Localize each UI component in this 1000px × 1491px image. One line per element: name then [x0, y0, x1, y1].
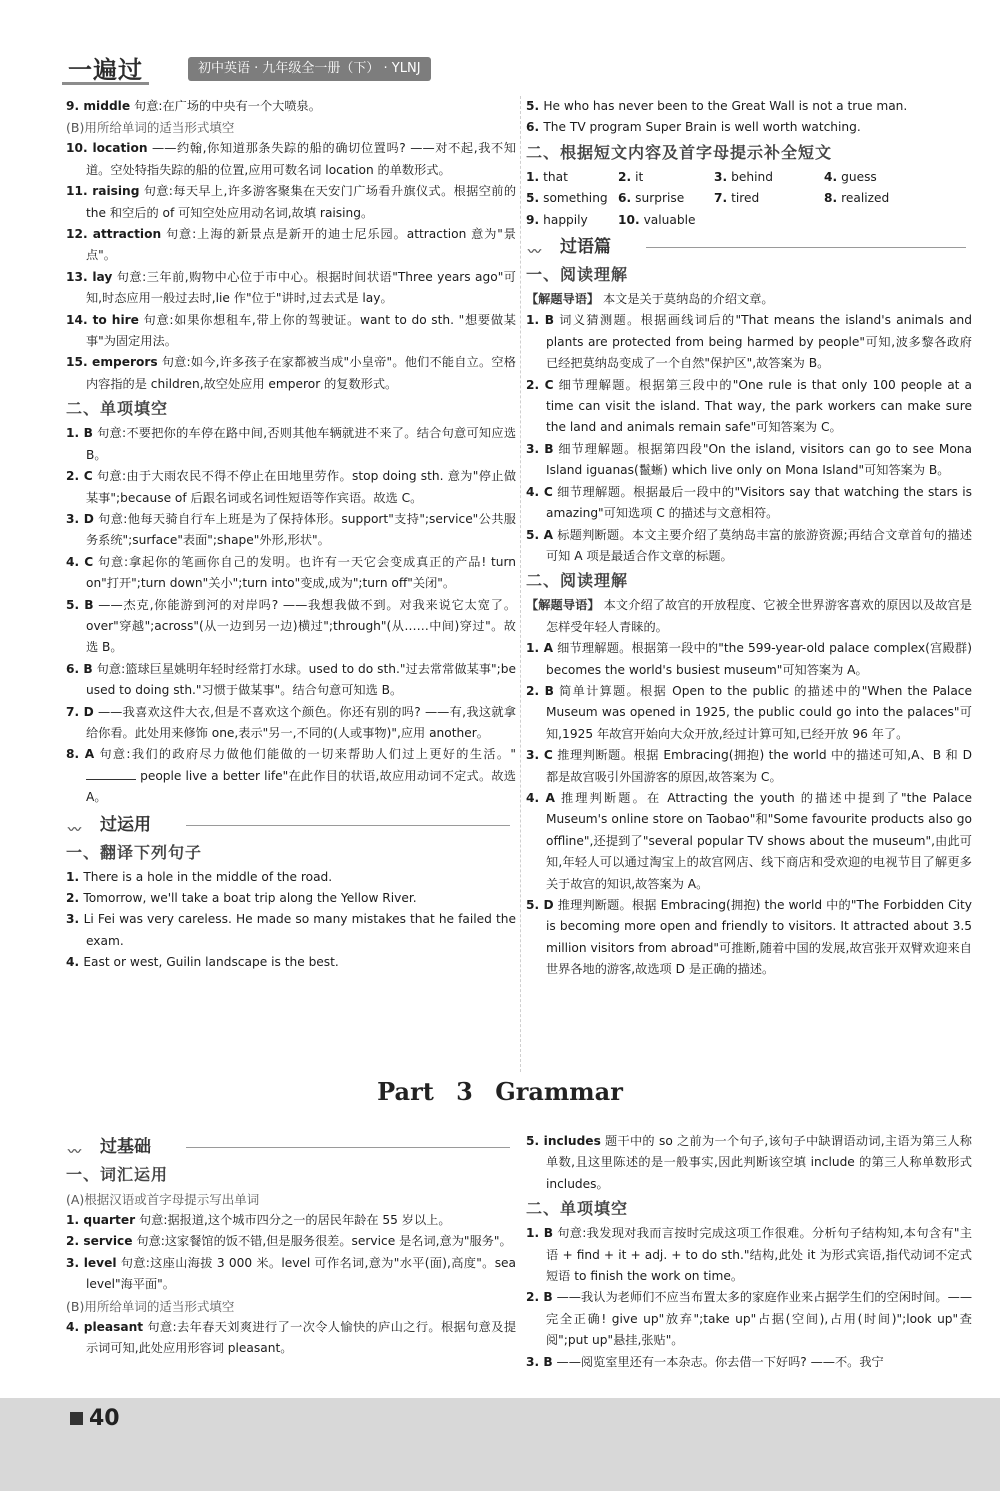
brand-logo: 一遍过: [62, 50, 149, 85]
vocab-answer-item: [66, 138, 516, 181]
section-reading-2: 二、阅读理解: [526, 571, 629, 591]
choice-answer-item: [526, 1223, 972, 1287]
item-number: 3.: [66, 1255, 84, 1270]
explanation-text: 句意:如果你想租车,带上你的驾驶证。want to do sth. "想要做某事"为固定用法。: [86, 312, 516, 349]
answer-key: location: [92, 141, 148, 156]
answer-key: pleasant: [83, 1319, 144, 1334]
choice-answer-item: [66, 744, 516, 808]
reading-answer-item: [526, 439, 972, 482]
guide-tag: 【解题导语】: [526, 598, 600, 613]
explanation-text: 句意:每天早上,许多游客聚集在天安门广场看升旗仪式。根据空前的 the 和空后的 of 可知空处应用动名词,故填 raising。: [86, 184, 517, 220]
translation-answer-item: [66, 909, 516, 952]
stage-heading-passage: [526, 233, 972, 261]
explanation-text: 句意:不要把你的车停在路中间,否则其他车辆就进不来了。结合句意可知应选 B。: [86, 426, 517, 462]
explanation-text: 推理判断题。在 Attracting the youth 的描述中提到了"the Palace Museum's online store on Taobao"和"Some favourite products also go offline",还提到了"several popular TV shows about the museum",由此可知,年轻人可以通过淘宝上的故宫网店、线下商店和受欢迎的电视节目了解更多关于故宫的知识,故答案为 A。: [546, 790, 973, 891]
choice-answer-item: [66, 659, 516, 702]
translation-answer-item: [66, 888, 516, 909]
explanation-text: 句意:去年春天刘爽进行了一次令人愉快的庐山之行。根据句意及提示词可知,此处应用形容词 pleasant。: [86, 1319, 517, 1356]
explanation-text: ——我喜欢这件大衣,但是不喜欢这个颜色。你还有别的吗? ——有,我这就拿给你看。此处用来修饰 one,表示"另一,不同的(人或事物)",应用 another。: [86, 704, 517, 740]
explanation-text: 句意:我们的政府尽力做他们能做的一切来帮助人们过上更好的生活。": [99, 747, 516, 762]
vocab-answer-item: [66, 224, 516, 267]
answer-key: B: [544, 313, 555, 328]
item-number: 8.: [824, 191, 838, 206]
vocab-answer-item: [66, 1317, 516, 1360]
item-number: 4.: [526, 484, 544, 499]
vocab-answer-item: [66, 310, 516, 353]
stage-rule: [646, 247, 966, 248]
item-number: 3.: [66, 912, 84, 927]
book-title-tag: 初中英语 · 九年级全一册（下） · YLNJ: [188, 57, 431, 81]
vocab-answer-item: [66, 352, 516, 395]
answer-key: B: [543, 1354, 553, 1369]
explanation-text: 细节理解题。根据最后一段中的"Visitors say that watching the stars is amazing"可知选项 C 的描述与文意相符。: [546, 484, 972, 521]
answer-key: A: [84, 747, 95, 762]
explanation-text: Tomorrow, we'll take a boat trip along the Yellow River.: [83, 891, 417, 905]
choice-answer-item: [66, 595, 516, 659]
item-number: 2.: [526, 683, 545, 698]
answer-key: B: [544, 683, 554, 698]
explanation-text: He who has never been to the Great Wall is not a true man.: [543, 99, 908, 113]
explanation-text: 简单计算题。根据 Open to the public 的描述中的"When the Palace Museum was opened in 1925, the public could go into the palaces"可知,1925 年故宫开始向大众开放,经过计算可知,已经开放 96 年了。: [546, 683, 972, 741]
fill-answer: [714, 167, 824, 188]
item-number: 4.: [66, 1319, 84, 1334]
guide-note-1: [526, 289, 972, 310]
answer-key: quarter: [83, 1213, 136, 1227]
choice-answer-item: [66, 509, 516, 552]
explanation-text: 句意:这家餐馆的饭不错,但是服务很差。service 是名词,意为"服务"。: [136, 1234, 512, 1249]
item-number: 1.: [526, 313, 545, 328]
stage-label: 过语篇: [560, 237, 611, 258]
explanation-text: 句意:据报道,这个城市四分之一的居民年龄在 55 岁以上。: [138, 1213, 451, 1227]
stage-mark-icon: 〰: [68, 1145, 82, 1160]
item-number: 15.: [66, 355, 93, 370]
fill-answer-text: guess: [841, 169, 877, 184]
explanation-text: ——约翰,你知道那条失踪的船的确切位置吗? ——对不起,我不知道。空处特指失踪的船的位置,应用可数名词 location 的单数形式。: [86, 141, 517, 177]
choice-answer-item: [66, 466, 516, 509]
answer-key: level: [83, 1255, 117, 1270]
answer-key: B: [83, 426, 93, 441]
answer-key: B: [83, 661, 93, 676]
guide-text: 本文介绍了故宫的开放程度、它被全世界游客喜欢的原因以及故宫是怎样受年轻人青睐的。: [546, 598, 972, 634]
explanation-text: 句意:在广场的中央有一个大喷泉。: [134, 99, 321, 113]
item-number: 7.: [714, 191, 728, 206]
item-number: 10.: [618, 212, 640, 227]
item-number: 3.: [526, 748, 544, 763]
vocab-answer-item: [66, 96, 516, 117]
reading-answer-item: [526, 310, 972, 374]
item-number: 6.: [526, 120, 544, 135]
reading-answer-item: [526, 638, 972, 681]
fill-answer-text: valuable: [643, 212, 696, 227]
item-number: 2.: [618, 169, 632, 184]
translation-answer-item: [526, 117, 972, 138]
item-number: 9.: [66, 99, 84, 113]
reading-answer-item: [526, 788, 972, 895]
fill-answer-text: that: [543, 169, 568, 184]
fill-answer-text: realized: [841, 191, 890, 206]
fill-answer-text: behind: [731, 169, 773, 184]
reading-answer-item: [526, 681, 972, 745]
answer-key: C: [83, 469, 93, 484]
answer-key: emperors: [92, 355, 158, 370]
fill-answer: [714, 188, 824, 209]
explanation-text: The TV program Super Brain is well worth watching.: [543, 120, 861, 135]
answer-key: B: [84, 597, 94, 612]
explanation-text: 句意:篮球巨星姚明年轻时经常打水球。used to do sth."过去常常做某事";be used to doing sth."习惯于做某事"。结合句意可知选 B。: [86, 661, 517, 698]
subsection-b-label: (B)用所给单词的适当形式填空: [66, 1298, 235, 1314]
stage-heading-basics: [66, 1133, 516, 1161]
page-number: [70, 1406, 120, 1431]
answer-key: C: [544, 377, 554, 392]
page-number-text: 40: [89, 1406, 120, 1431]
item-number: 5.: [526, 191, 540, 206]
item-number: 1.: [66, 426, 84, 441]
section-reading-1: 一、阅读理解: [526, 265, 629, 285]
item-number: 3.: [66, 511, 84, 526]
answer-key: lay: [92, 269, 113, 284]
item-number: 6.: [66, 661, 84, 676]
answer-key: D: [83, 704, 94, 719]
stage-mark-icon: 〰: [528, 245, 542, 261]
section-single-choice: 二、单项填空: [526, 1199, 629, 1219]
choice-answer-item: [526, 1287, 972, 1351]
reading-answer-item: [526, 375, 972, 439]
item-number: 3.: [526, 1354, 544, 1369]
explanation-text: 标题判断题。本文主要介绍了莫纳岛丰富的旅游资源;再结合文章首句的描述可知 A 项是最适合作文章的标题。: [546, 527, 973, 563]
item-number: 3.: [526, 441, 545, 456]
explanation-text: 题干中的 so 之前为一个句子,该句子中缺谓语动词,主语为第三人称单数,且这里陈述的是一般事实,因此判断该空填 include 的第三人称单数形式 includes。: [546, 1134, 972, 1191]
answer-key: raising: [92, 184, 140, 199]
fill-answer-text: something: [543, 191, 608, 206]
item-number: 2.: [66, 891, 84, 905]
choice-answer-item: [66, 423, 516, 466]
item-number: 10.: [66, 141, 93, 156]
answer-key: B: [543, 1290, 553, 1305]
answer-key: B: [544, 441, 554, 456]
item-number: 2.: [526, 1290, 544, 1305]
explanation-text: ——阅览室里还有一本杂志。你去借一下好吗? ——不。我宁: [556, 1354, 884, 1369]
item-number: 7.: [66, 704, 84, 719]
fill-answers-grid: [526, 167, 972, 231]
answer-key: to hire: [92, 312, 139, 327]
choice-answer-item: [66, 702, 516, 745]
item-number: 2.: [66, 1234, 84, 1249]
reading-answer-item: [526, 482, 972, 525]
explanation-text: people live a better life"在此作目的状语,故应用动词不定式。故选 A。: [86, 768, 516, 805]
explanation-text: 推理判断题。根据 Embracing(拥抱) the world 中的描述可知,A、B 和 D 都是故宫吸引外国游客的原因,故答案为 C。: [546, 748, 972, 784]
item-number: 5.: [526, 1134, 544, 1148]
vocab-answer-item: [66, 1231, 516, 1252]
explanation-text: 句意:我发现对我而言按时完成这项工作很难。分析句子结构知,本句含有"主语 + find + it + adj. + to do sth."结构,此处 it 为形式宾语,指代动词不定式短语 to finish the work on time。: [546, 1226, 973, 1284]
item-number: 5.: [526, 99, 544, 113]
item-number: 3.: [714, 169, 728, 184]
item-number: 5.: [526, 898, 544, 912]
fill-answer: [618, 210, 714, 231]
explanation-text: 细节理解题。根据第一段中的"the 599-year-old palace complex(宫殿群) becomes the world's busiest museum"可知答案为 A。: [546, 641, 973, 677]
answer-key: middle: [83, 99, 131, 113]
translation-answer-item: [66, 867, 516, 888]
translation-answer-item: [526, 96, 972, 117]
left-column-bottom: [66, 1131, 516, 1359]
answer-key: D: [83, 511, 94, 526]
explanation-text: 句意:上海的新景点是新开的迪士尼乐园。attraction 意为"景点"。: [86, 227, 516, 263]
fill-answer-text: happily: [543, 212, 588, 227]
item-number: 6.: [618, 191, 632, 206]
stage-mark-icon: 〰: [68, 822, 82, 838]
stage-label: 过基础: [100, 1137, 151, 1157]
explanation-text: 句意:由于大雨农民不得不停止在田地里劳作。stop doing sth. 意为"停止做某事";because of 后跟名词或名词性短语等作宾语。故选 C。: [86, 469, 517, 505]
vocab-answer-item: [66, 1210, 516, 1231]
subsection-b-label: (B)用所给单词的适当形式填空: [66, 120, 235, 136]
explanation-text: 细节理解题。根据第四段"On the island, visitors can go to see Mona Island iguanas(鬣蜥) which live only on Mona Island"可知答案为 B。: [546, 441, 972, 478]
choice-answer-item: [66, 552, 516, 595]
item-number: 2.: [66, 469, 84, 484]
fill-answer-text: tired: [731, 191, 760, 206]
item-number: 4.: [526, 790, 546, 805]
explanation-text: 句意:三年前,购物中心位于市中心。根据时间状语"Three years ago"可知,时态应用一般过去时,lie 作"位于"讲时,过去式是 lay。: [86, 269, 516, 306]
subsection-a-label: (A)根据汉语或首字母提示写出单词: [66, 1192, 260, 1207]
right-column-bottom: [526, 1131, 972, 1373]
fill-answer: [618, 188, 714, 209]
fill-answer: [526, 188, 618, 209]
stage-rule: [186, 825, 510, 826]
choice-answer-item: [526, 1352, 972, 1373]
answer-key: C: [543, 748, 553, 763]
answer-key: includes: [543, 1134, 601, 1148]
explanation-text: 句意:他每天骑自行车上班是为了保持体形。support"支持";service"公共服务系统";surface"表面";shape"外形,形状"。: [86, 511, 516, 548]
section-single-choice: 二、单项填空: [66, 399, 169, 419]
vocab-answer-item: [66, 1253, 516, 1296]
item-number: 11.: [66, 184, 93, 199]
item-number: 5.: [66, 597, 85, 612]
explanation-text: ——杰克,你能游到河的对岸吗? ——我想我做不到。对我来说它太宽了。over"穿越";across"(从一边到另一边)横过";through"(从……中间)穿过"。故选 B。: [86, 597, 517, 655]
stage-heading-apply: [66, 811, 516, 839]
vocab-answer-item: [66, 267, 516, 310]
explanation-text: 推理判断题。根据 Embracing(拥抱) the world 中的"The Forbidden City is becoming more open and friendly to visitors. It attracted about 3.5 million visitors from abroad"可推断,随着中国的发展,故宫张开双臂欢迎来自世界各地的游客,故选项 D 是正确的描述。: [546, 898, 973, 977]
stage-rule: [186, 1147, 510, 1148]
left-column-top: [66, 96, 516, 974]
column-divider: [520, 96, 521, 1072]
item-number: 12.: [66, 227, 93, 242]
explanation-text: 句意:这座山海拔 3 000 米。level 可作名词,意为"水平(面),高度"。sea level"海平面"。: [86, 1255, 517, 1292]
fill-answer: [526, 210, 618, 231]
explanation-text: East or west, Guilin landscape is the best.: [83, 955, 339, 970]
item-number: 1.: [526, 641, 544, 656]
item-number: 4.: [824, 169, 838, 184]
item-number: 5.: [526, 527, 544, 542]
item-number: 2.: [526, 377, 545, 392]
item-number: 8.: [66, 747, 85, 762]
explanation-text: 句意:拿起你的笔画你自己的发明。也许有一天它会变成真正的产品! turn on"打开";turn down"关小";turn into"变成,成为";turn off"关闭"。: [86, 554, 517, 591]
section-translate: 一、翻译下列句子: [66, 842, 203, 862]
explanation-text: There is a hole in the middle of the road.: [83, 869, 333, 884]
item-number: 9.: [526, 212, 540, 227]
guide-text: 本文是关于莫纳岛的介绍文章。: [603, 292, 774, 307]
part-title: Part 3 Grammar: [377, 1077, 623, 1106]
square-bullet-icon: [70, 1412, 83, 1425]
item-number: 1.: [66, 1213, 84, 1227]
answer-key: A: [543, 527, 554, 542]
answer-key: B: [543, 1226, 553, 1241]
answer-key: C: [543, 484, 553, 499]
answer-key: C: [84, 554, 94, 569]
fill-answer-text: surprise: [635, 191, 685, 206]
answer-blank: [86, 769, 136, 780]
answer-key: attraction: [92, 227, 162, 242]
answer-key: A: [543, 641, 554, 656]
fill-answer: [618, 167, 714, 188]
explanation-text: Li Fei was very careless. He made so many mistakes that he failed the exam.: [83, 912, 516, 948]
item-number: 1.: [66, 869, 84, 884]
vocab-answer-item: [66, 181, 516, 224]
fill-answer-text: it: [635, 169, 644, 184]
item-number: 4.: [66, 554, 85, 569]
section-fill-passage: 二、根据短文内容及首字母提示补全短文: [526, 142, 833, 162]
explanation-text: 细节理解题。根据第三段中的"One rule is that only 100 people at a time can visit the island. That way, the park workers can make sure the land and animals remain safe"可知答案为 C。: [546, 377, 972, 435]
item-number: 1.: [526, 169, 540, 184]
right-column-top: [526, 96, 972, 981]
guide-note-2: [526, 595, 972, 638]
item-number: 4.: [66, 955, 84, 970]
explanation-text: 句意:如今,许多孩子在家都被当成"小皇帝"。他们不能自立。空格内容指的是 children,故空处应用 emperor 的复数形式。: [86, 355, 516, 391]
reading-answer-item: [526, 895, 972, 981]
section-vocab: 一、词汇运用: [66, 1165, 169, 1184]
answer-key: service: [83, 1234, 133, 1249]
fill-answer: [824, 167, 944, 188]
explanation-text: ——我认为老师们不应当布置太多的家庭作业来占据学生们的空闲时间。——完全正确! give up"放弃";take up"占据(空间),占用(时间)";look up"查阅";put up"悬挂,张贴"。: [546, 1290, 973, 1348]
item-number: 14.: [66, 312, 93, 327]
answer-key: D: [543, 898, 554, 912]
page-header: [0, 0, 1000, 90]
translation-answer-item: [66, 952, 516, 973]
item-number: 13.: [66, 269, 93, 284]
explanation-text: 词义猜测题。根据画线词后的"That means the island's animals and plants are protected from being harmed by people"可知,波多黎各政府已经把莫纳岛变成了一个自然"保护区",故答案为 B。: [546, 313, 973, 371]
page-footer-band: [0, 1398, 1000, 1491]
answer-key: A: [545, 790, 555, 805]
reading-answer-item: [526, 745, 972, 788]
fill-answer: [824, 188, 944, 209]
stage-label: 过运用: [100, 814, 151, 835]
fill-answer: [526, 167, 618, 188]
item-number: 1.: [526, 1226, 544, 1241]
guide-tag: 【解题导语】: [526, 292, 600, 307]
reading-answer-item: [526, 525, 972, 568]
vocab-answer-item: [526, 1131, 972, 1195]
